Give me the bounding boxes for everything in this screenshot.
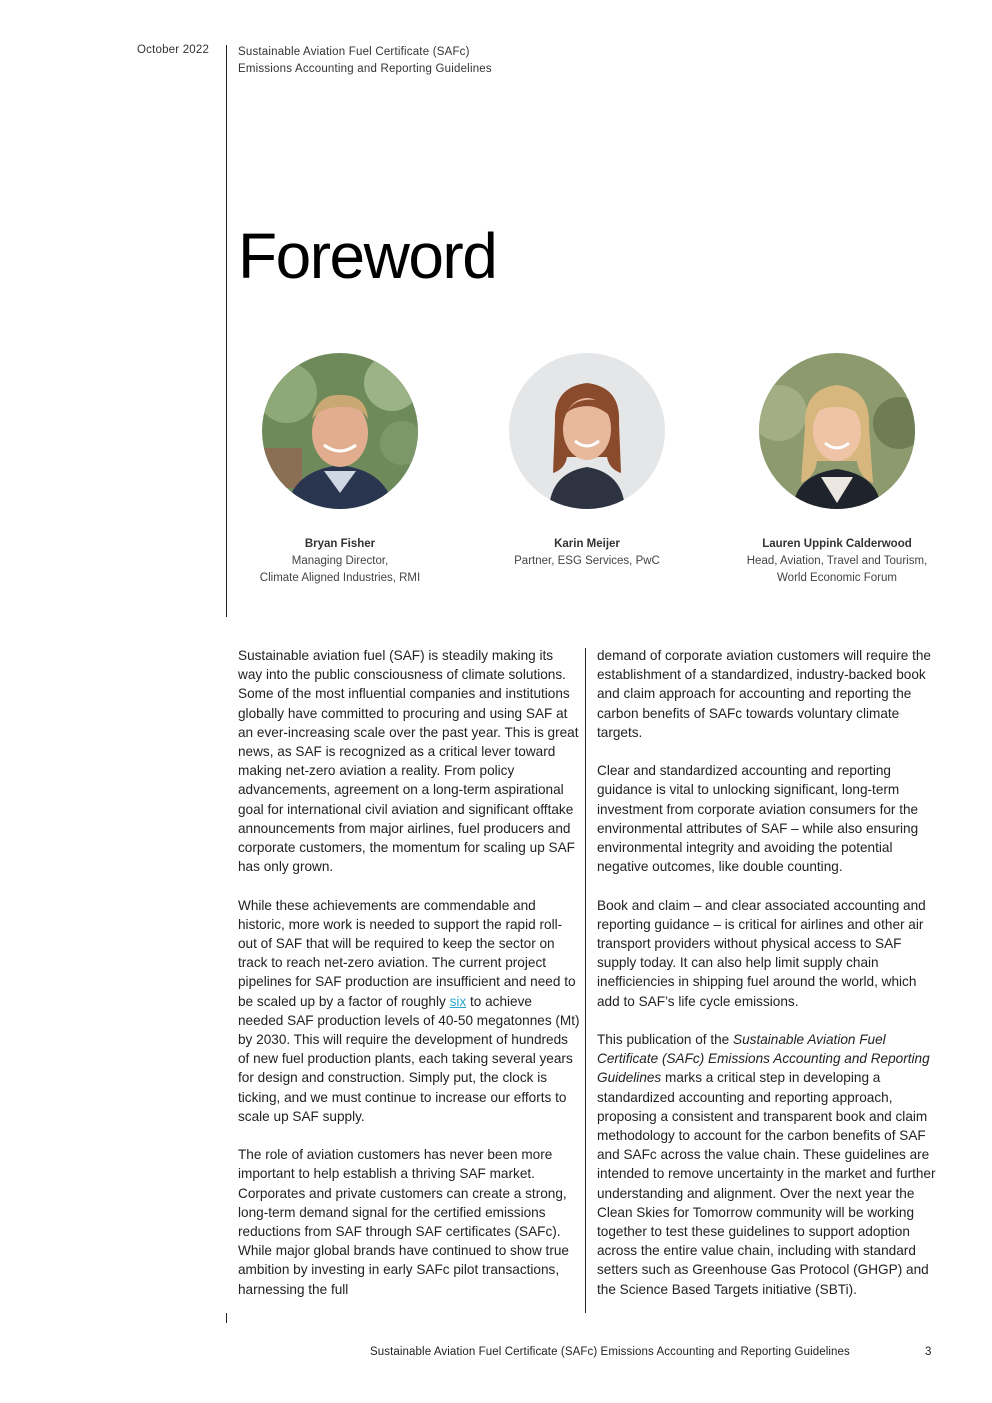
- person-role: Managing Director,: [291, 555, 389, 567]
- header-title: [238, 44, 492, 78]
- person-card-meijer: [477, 353, 697, 570]
- body-paragraph: Clear and standardized accounting and reporting guidance is vital to unlocking significant, long-term investment from corporate aviation consumers for the environmental attributes of SAF – while also ensuring environmental integrity and avoiding the potential negative outcomes, like double counting.: [597, 763, 919, 875]
- person-name: Lauren Uppink Calderwood: [762, 538, 912, 550]
- body-paragraph: [597, 1030, 939, 1299]
- body-column-right: [597, 646, 939, 1318]
- body-paragraph: demand of corporate aviation customers will require the establishment of a standardized, industry-backed book and claim approach for accounting and reporting the carbon benefits of SAFc towards voluntary climate targets.: [597, 648, 931, 740]
- margin-rule-bottom: [226, 1313, 227, 1323]
- person-role: Climate Aligned Industries, RMI: [259, 572, 421, 584]
- portrait-photo-calderwood: [759, 353, 915, 509]
- person-role: Head, Aviation, Travel and Tourism,: [746, 555, 928, 567]
- header-title-line1: Sustainable Aviation Fuel Certificate (SAFc): [238, 46, 470, 58]
- publication-title: Sustainable Aviation Fuel Certificate (SAFc) Emissions Accounting and Reporting Guidelines: [597, 1032, 930, 1086]
- body-paragraph: Sustainable aviation fuel (SAF) is steadily making its way into the public consciousness of climate solutions. Some of the most influential companies and institutions globally have committed to procuring and using SAF at an ever-increasing scale over the past year. This is great news, as SAF is recognized as a critical lever toward making net-zero aviation a reality. From policy advancements, agreement on a long-term aspirational goal for international civil aviation and significant offtake announcements from major airlines, fuel producers and corporate customers, the momentum for scaling up SAF has only grown.: [238, 648, 579, 875]
- person-card-calderwood: [727, 353, 947, 587]
- column-divider: [585, 648, 586, 1313]
- paragraph-text: marks a critical step in developing a standardized accounting and reporting approach, proposing a consistent and transparent book and claim methodology to account for the carbon benefits of SAF and SAFc across the value chain. These guidelines are intended to remove uncertainty in the market and further understanding and alignment. Over the next year the Clean Skies for Tomorrow community will be working together to test these guidelines to support adoption across the entire value chain, including with standard setters such as Greenhouse Gas Protocol (GHGP) and the Science Based Targets initiative (SBTi).: [597, 1070, 936, 1297]
- paragraph-text: While these achievements are commendable and historic, more work is needed to support the rapid roll-out of SAF that will be required to keep the sector on track to reach net-zero aviation. The current project pipelines for SAF production are insufficient and need to be scaled up by a factor of roughly: [238, 897, 576, 1009]
- paragraph-text: This publication of the: [597, 1032, 734, 1048]
- body-column-left: [238, 646, 580, 1318]
- six-link[interactable]: six: [449, 993, 467, 1009]
- body-paragraph: Book and claim – and clear associated accounting and reporting guidance – is critical for airlines and other air transport providers without physical access to SAF supply today. It can also help limit supply chain inefficiencies in shipping fuel around the world, which add to SAF’s life cycle emissions.: [597, 897, 926, 1009]
- body-paragraph: [238, 896, 580, 1126]
- footer-title: Sustainable Aviation Fuel Certificate (SAFc) Emissions Accounting and Reporting Guidelines: [370, 1346, 850, 1358]
- person-card-fisher: [230, 353, 450, 587]
- person-role: World Economic Forum: [777, 572, 897, 584]
- page-number: 3: [925, 1346, 932, 1358]
- person-name: Bryan Fisher: [304, 538, 376, 550]
- header-date: October 2022: [137, 44, 210, 56]
- portrait-photo-fisher: [262, 353, 418, 509]
- paragraph-text: to achieve needed SAF production levels of 40-50 megatonnes (Mt) by 2030. This will require the development of hundreds of new fuel production plants, each taking several years for design and construction. Simply put, the clock is ticking, and we must continue to increase our efforts to scale up SAF supply.: [238, 993, 580, 1124]
- margin-rule: [226, 45, 227, 617]
- body-paragraph: The role of aviation customers has never been more important to help establish a thriving SAF market. Corporates and private customers can create a strong, long-term demand signal for the certified emissions reductions from SAF through SAF certificates (SAFc). While major global brands have continued to show true ambition by investing in early SAFc pilot transactions, harnessing the full: [238, 1147, 569, 1297]
- portrait-photo-meijer: [509, 353, 665, 509]
- page-title: Foreword: [238, 220, 497, 292]
- header-title-line2: Emissions Accounting and Reporting Guidelines: [238, 63, 492, 75]
- person-role: Partner, ESG Services, PwC: [514, 555, 660, 567]
- person-name: Karin Meijer: [554, 538, 620, 550]
